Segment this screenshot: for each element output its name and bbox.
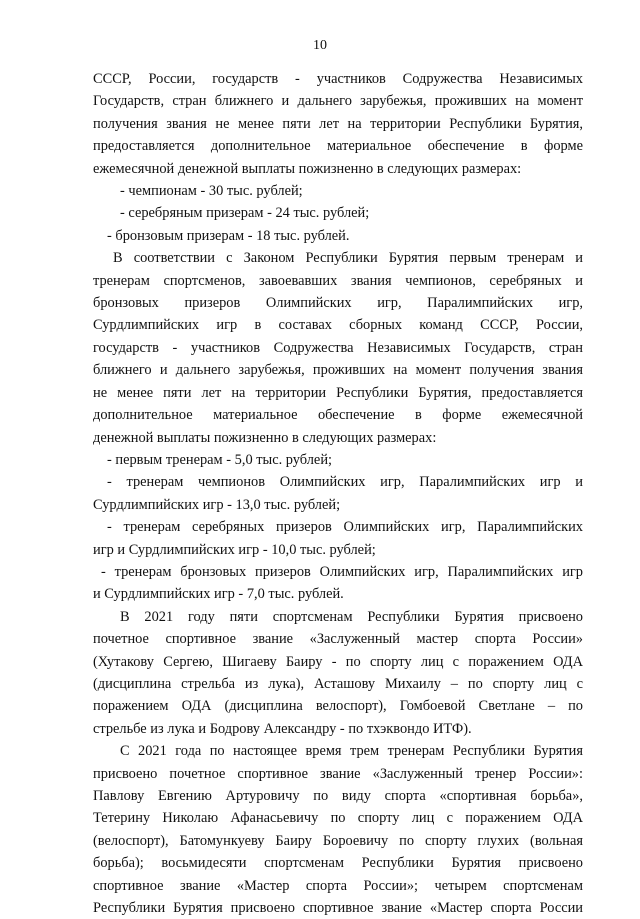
text-line: игр и Сурдлимпийских игр - 10,0 тыс. рублей; [93,541,376,558]
text-line: стрельбе из лука и Бодрову Александру - по тхэквондо ИТФ). [93,720,472,737]
text-line: (велоспорт), Батомункуеву Баиру Бороевичу по спорту глухих (вольная [93,832,583,849]
text-line: - тренерам чемпионов Олимпийских игр, Паралимпийских игр и [107,474,583,491]
text-line: денежной выплаты пожизненно в следующих размерах: [93,429,437,446]
text-line: - серебряным призерам - 24 тыс. рублей; [120,205,370,222]
text-line: - тренерам серебряных призеров Олимпийских игр, Паралимпийских [107,519,583,536]
text-line: Республики Бурятия присвоено спортивное звание «Мастер спорта России [93,900,583,917]
text-line: ежемесячной денежной выплаты пожизненно в следующих размерах: [93,160,522,177]
text-line: тренерам спортсменов, завоевавших звания чемпионов, серебряных и [93,272,583,289]
text-line: Сурдлимпийских игр - 13,0 тыс. рублей; [93,496,341,513]
text-line: дополнительное материальное обеспечение в форме ежемесячной [93,407,583,424]
document-body [93,68,583,919]
page-number: 10 [313,38,327,53]
text-line: и Сурдлимпийских игр - 7,0 тыс. рублей. [93,586,344,603]
text-line: (Хутакову Сергею, Шигаеву Баиру - по спорту лиц с поражением ОДА [93,653,583,670]
text-line: В соответствии с Законом Республики Бурятия первым тренерам и [113,250,583,267]
text-line: получения звания не менее пяти лет на территории Республики Бурятия, [93,115,583,132]
text-line: предоставляется дополнительное материальное обеспечение в форме [93,138,583,155]
text-line: Тетерину Николаю Афанасьевичу по спорту лиц с поражением ОДА [93,810,583,827]
text-line: (дисциплина стрельба из лука), Асташову Михаилу – по спорту лиц с [93,675,583,692]
text-line: присвоено почетное спортивное звание «Заслуженный тренер России»: [93,765,583,782]
text-line: Павлову Евгению Артуровичу по виду спорта «спортивная борьба», [93,788,583,804]
text-line: почетное спортивное звание «Заслуженный мастер спорта России» [93,631,583,648]
text-line: ближнего и дальнего зарубежья, проживших на момент получения звания [93,362,583,379]
text-line: Сурдлимпийских игр в составах сборных команд СССР, России, [93,317,583,334]
text-line: С 2021 года по настоящее время трем тренерам Республики Бурятия [120,743,583,760]
text-line: не менее пяти лет на территории Республики Бурятия, предоставляется [93,384,583,401]
text-line: В 2021 году пяти спортсменам Республики Бурятия присвоено [120,608,583,625]
text-line: поражением ОДА (дисциплина велоспорт), Гомбоевой Светлане – по [93,698,583,715]
text-line: спортивное звание «Мастер спорта России»; четырем спортсменам [93,877,583,894]
text-line: борьба); восьмидесяти спортсменам Республики Бурятия присвоено [93,855,583,872]
text-line: бронзовых призеров Олимпийских игр, Паралимпийских игр, [93,295,583,312]
text-line: Государств, стран ближнего и дальнего зарубежья, проживших на момент [93,93,583,110]
text-line: - тренерам бронзовых призеров Олимпийских игр, Паралимпийских игр [101,563,583,580]
text-line: государств - участников Содружества Независимых Государств, стран [93,339,583,356]
text-line: - бронзовым призерам - 18 тыс. рублей. [107,227,350,244]
text-line: - первым тренерам - 5,0 тыс. рублей; [107,451,333,468]
text-line: СССР, России, государств - участников Содружества Независимых [93,71,583,87]
text-line: - чемпионам - 30 тыс. рублей; [120,183,303,200]
